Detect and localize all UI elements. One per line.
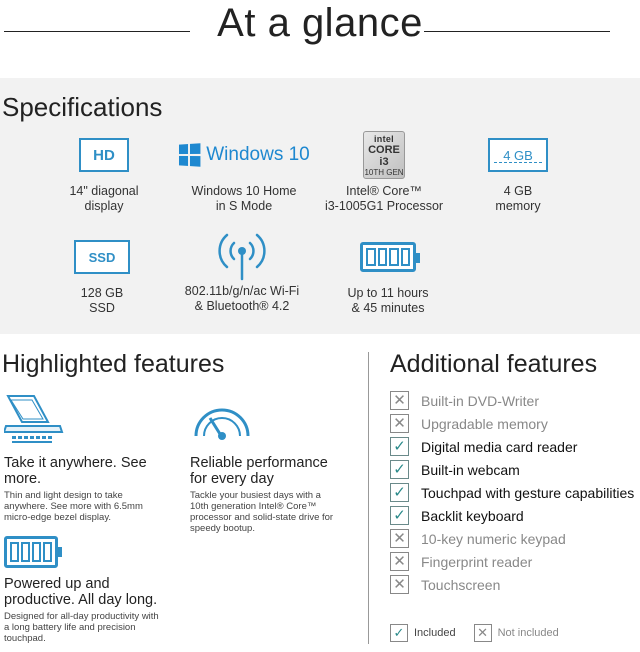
list-item: ✓ Built-in webcam	[390, 458, 640, 481]
battery-icon	[4, 536, 58, 568]
header-rule-right	[424, 31, 610, 32]
page-title: At a glance	[217, 1, 423, 45]
x-icon: ✕	[390, 414, 409, 433]
hd-icon: HD	[79, 138, 129, 172]
spec-display: HD 14" diagonal display	[34, 130, 174, 214]
ssd-icon: SSD	[74, 240, 130, 274]
memory-icon: 4 GB	[488, 138, 548, 172]
x-icon: ✕	[390, 575, 409, 594]
speedometer-icon	[190, 392, 254, 448]
intel-core-i3-badge-icon: intel CORE i3 10TH GEN	[363, 131, 405, 179]
check-icon: ✓	[390, 624, 408, 642]
list-item: ✕ 10-key numeric keypad	[390, 527, 640, 550]
check-icon: ✓	[390, 483, 409, 502]
x-icon: ✕	[390, 391, 409, 410]
feature-portable: Take it anywhere. See more. Thin and light design to take anywhere. See more with 6.5mm micro-edge bezel display.	[4, 392, 154, 523]
wifi-antenna-icon	[212, 229, 272, 281]
battery-icon	[360, 242, 416, 272]
list-item: ✕ Fingerprint reader	[390, 550, 640, 573]
spec-os: Windows 10 Windows 10 Home in S Mode	[174, 130, 314, 214]
list-item: ✓ Backlit keyboard	[390, 504, 640, 527]
legend-not-included: Not included	[497, 627, 559, 639]
spec-battery: Up to 11 hours & 45 minutes	[318, 232, 458, 316]
additional-features-list	[390, 389, 640, 596]
windows-logo-icon: Windows 10	[178, 144, 310, 166]
specifications-section	[0, 78, 640, 334]
list-item: ✕ Built-in DVD-Writer	[390, 389, 640, 412]
spec-memory: 4 GB 4 GB memory	[448, 130, 588, 214]
feature-performance: Reliable performance for every day Tackle your busiest days with a 10th generation Intel® Core™ processor and solid-state drive for speedy bootup.	[190, 392, 340, 534]
x-icon: ✕	[474, 624, 492, 642]
page-header	[0, 0, 640, 62]
list-item: ✓ Touchpad with gesture capabilities	[390, 481, 640, 504]
legend-included: Included	[414, 627, 456, 639]
check-icon: ✓	[390, 506, 409, 525]
features-legend	[390, 624, 577, 642]
laptop-icon	[4, 392, 64, 448]
additional-features-title: Additional features	[390, 350, 598, 378]
spec-processor: intel CORE i3 10TH GEN Intel® Core™ i3-1005G1 Processor	[314, 130, 454, 214]
list-item: ✕ Touchscreen	[390, 573, 640, 596]
section-divider	[368, 352, 369, 644]
feature-battery: Powered up and productive. All day long. Designed for all-day productivity with a long battery life and precision touchpad.	[4, 536, 164, 644]
highlighted-features-title: Highlighted features	[2, 350, 225, 378]
x-icon: ✕	[390, 529, 409, 548]
x-icon: ✕	[390, 552, 409, 571]
list-item: ✕ Upgradable memory	[390, 412, 640, 435]
check-icon: ✓	[390, 460, 409, 479]
check-icon: ✓	[390, 437, 409, 456]
spec-wireless: 802.11b/g/n/ac Wi-Fi & Bluetooth® 4.2	[172, 230, 312, 314]
specifications-title: Specifications	[2, 92, 163, 122]
list-item: ✓ Digital media card reader	[390, 435, 640, 458]
spec-storage: SSD 128 GB SSD	[32, 232, 172, 316]
